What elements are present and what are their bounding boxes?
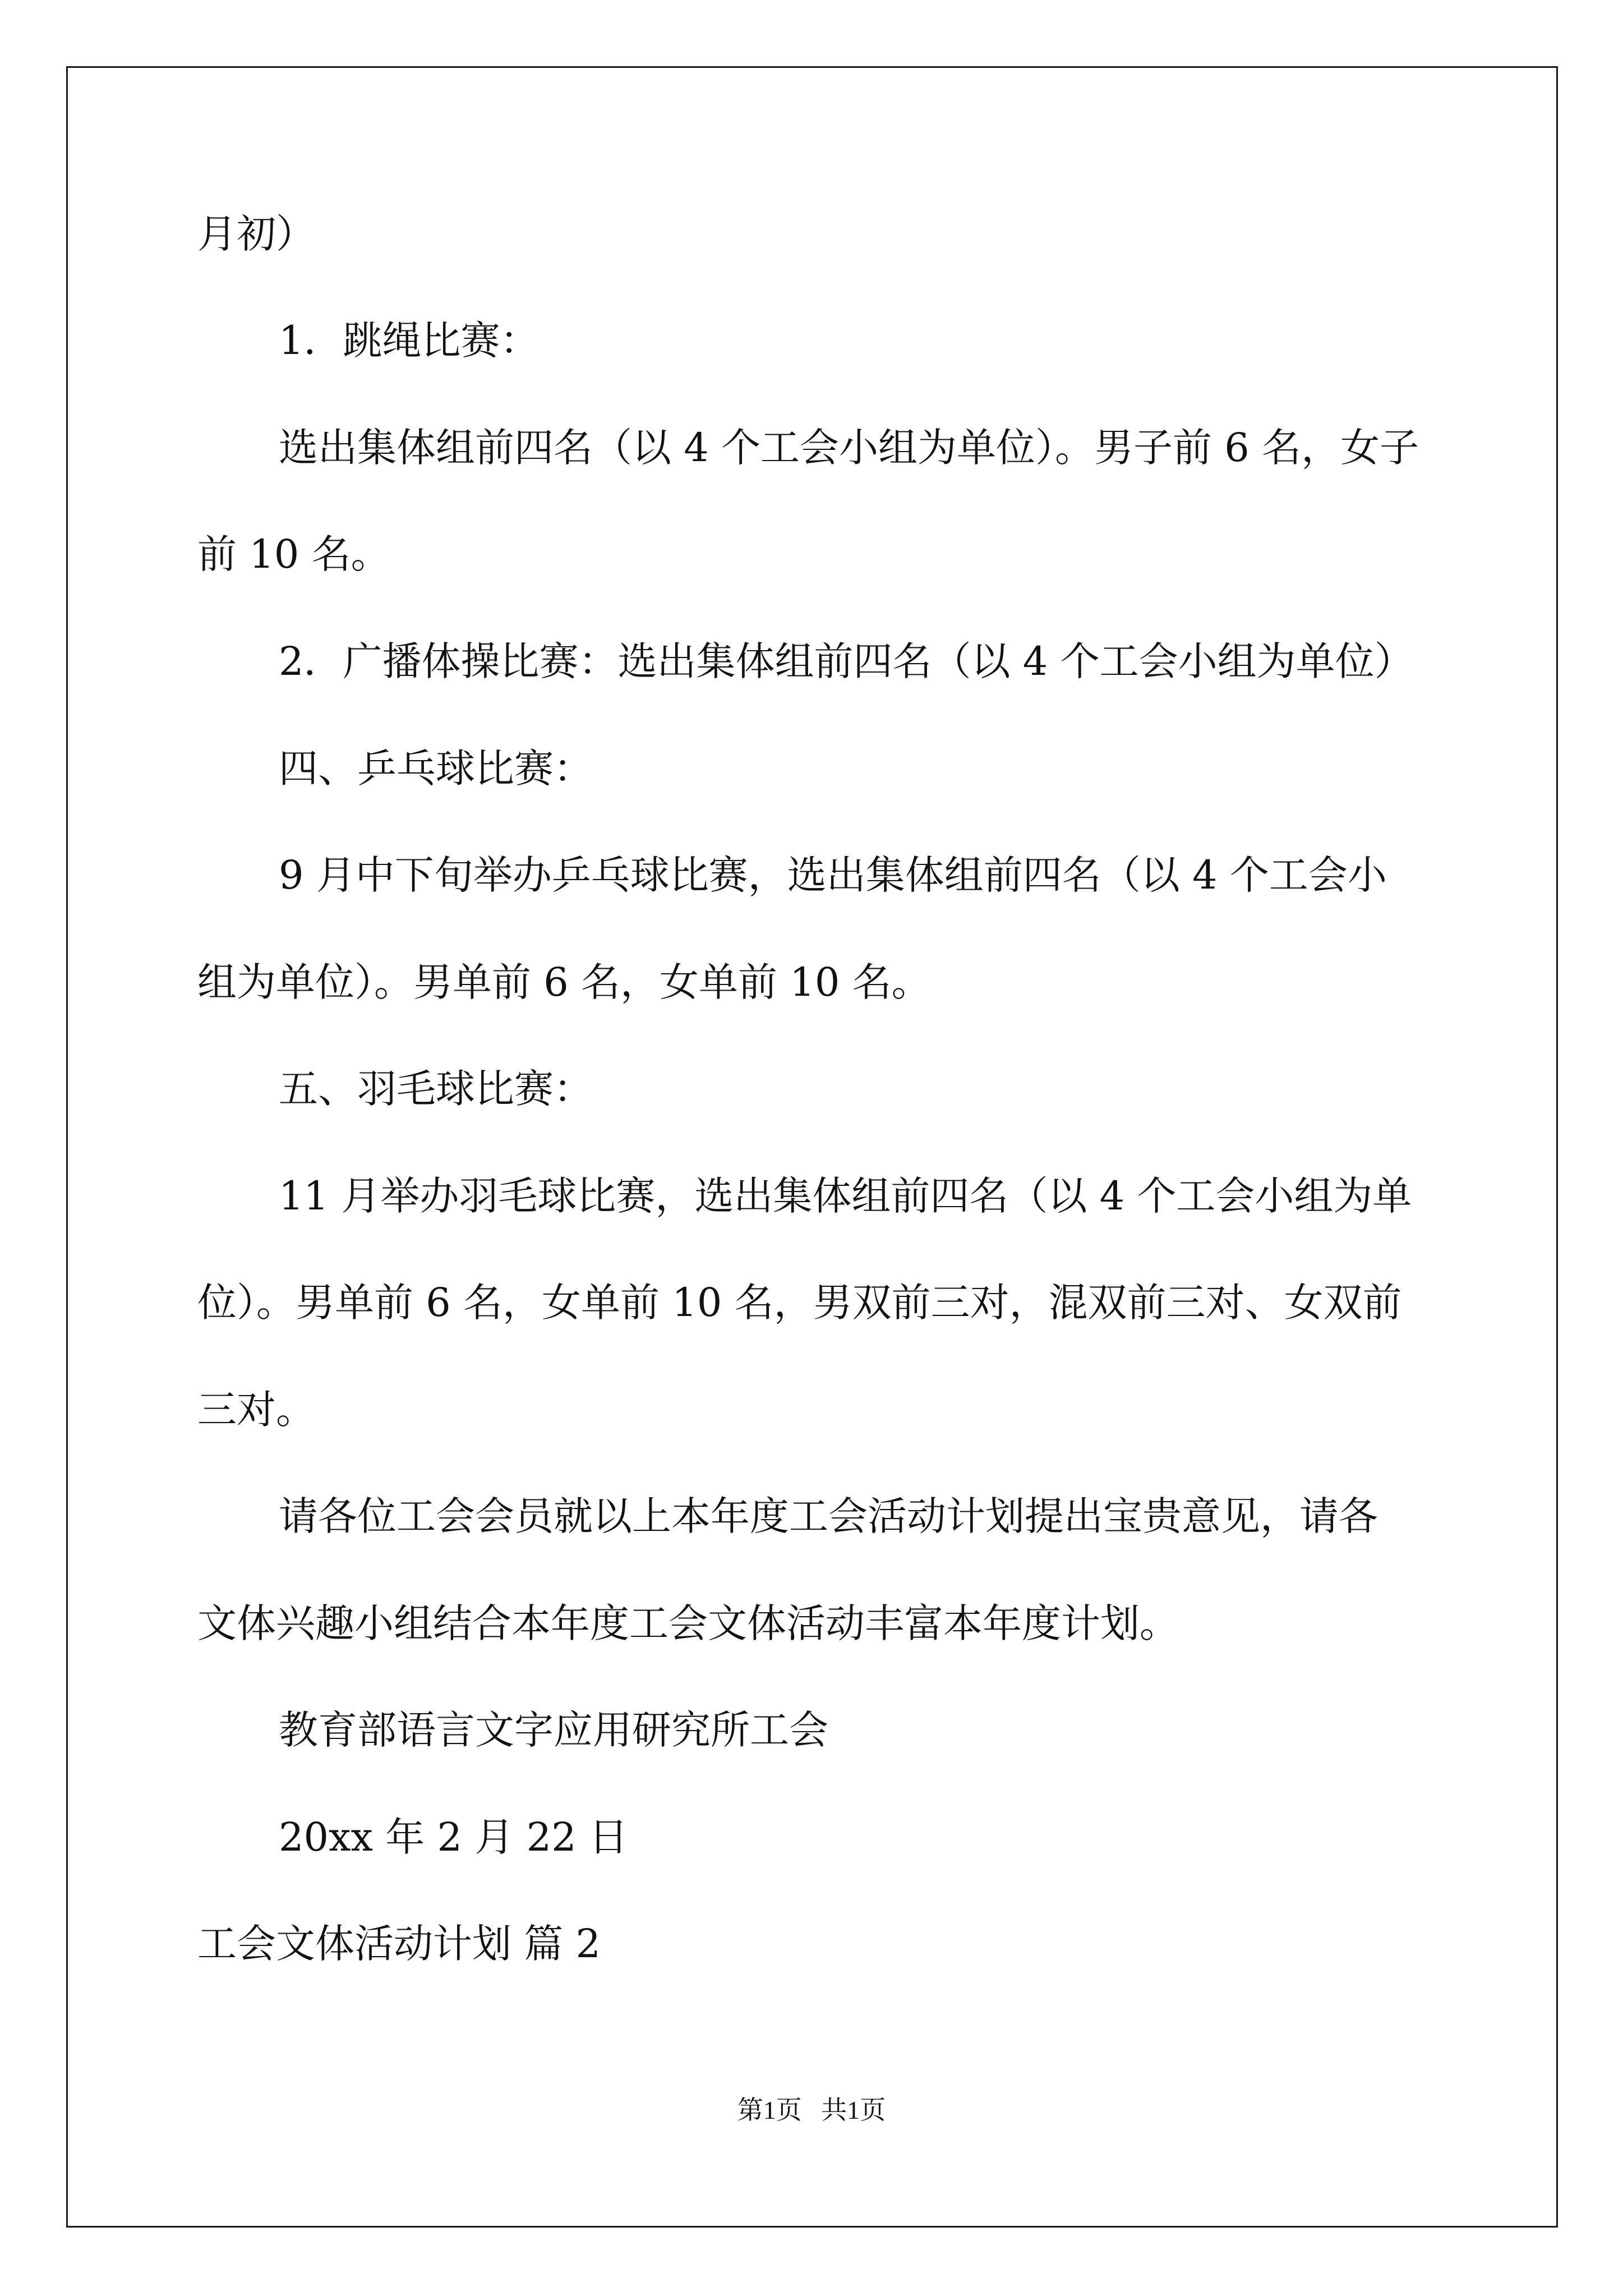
page-footer: 第1页 共1页 (737, 2096, 886, 2124)
next-section-title: 工会文体活动计划 篇 2 (197, 1921, 601, 1967)
text-line: 9 月中下旬举办乒乓球比赛，选出集体组前四名（以 4 个工会小 (279, 852, 1387, 898)
text-line: 选出集体组前四名（以 4 个工会小组为单位）。男子前 6 名，女子 (279, 425, 1419, 471)
signature-date: 20xx 年 2 月 22 日 (279, 1814, 628, 1860)
section-heading: 五、羽毛球比赛： (279, 1066, 593, 1112)
text-line: 1．跳绳比赛： (279, 318, 540, 364)
text-line: 位）。男单前 6 名，女单前 10 名，男双前三对，混双前三对、女双前 (197, 1280, 1402, 1326)
text-line: 2．广播体操比赛：选出集体组前四名（以 4 个工会小组为单位） (279, 638, 1414, 684)
text-line: 三对。 (197, 1387, 315, 1433)
text-line: 组为单位）。男单前 6 名，女单前 10 名。 (197, 959, 931, 1005)
text-line: 请各位工会会员就以上本年度工会活动计划提出宝贵意见，请各 (279, 1493, 1378, 1539)
text-line: 前 10 名。 (197, 531, 390, 577)
section-heading: 四、乒乓球比赛： (279, 746, 593, 792)
text-line: 文体兴趣小组结合本年度工会文体活动丰富本年度计划。 (197, 1600, 1179, 1646)
text-line: 月初） (197, 211, 315, 257)
text-line: 11 月举办羽毛球比赛，选出集体组前四名（以 4 个工会小组为单 (279, 1173, 1412, 1219)
signature-organization: 教育部语言文字应用研究所工会 (279, 1707, 828, 1753)
page-border (66, 66, 1558, 2228)
